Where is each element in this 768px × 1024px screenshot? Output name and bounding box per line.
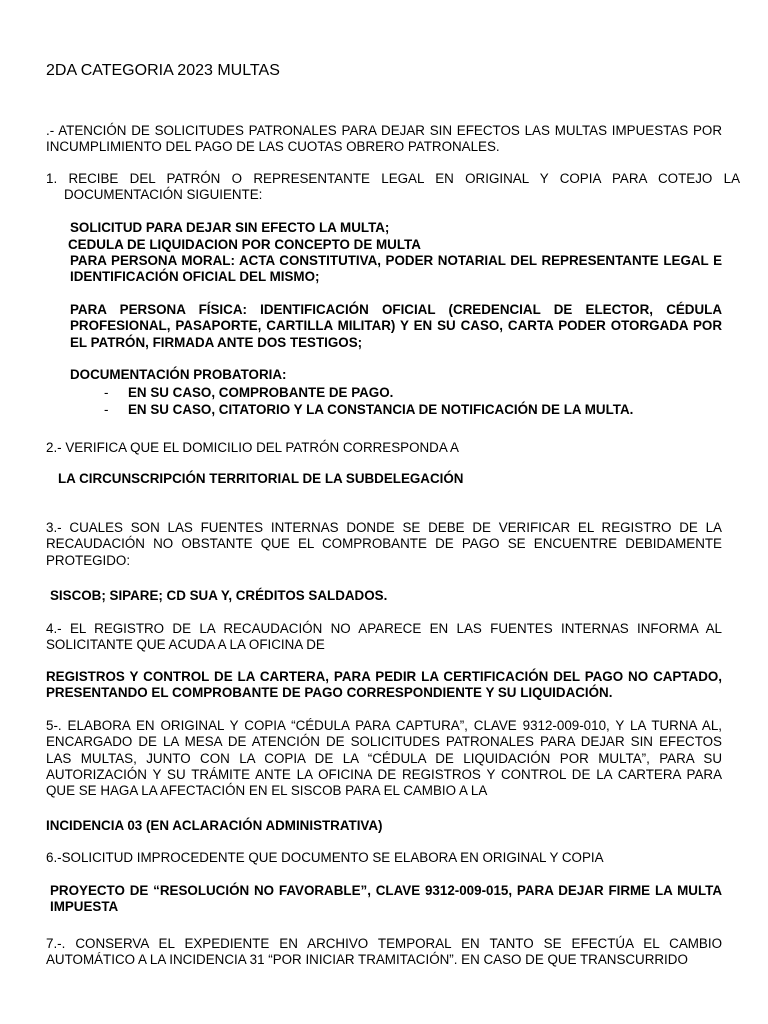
step-2-answer: LA CIRCUNSCRIPCIÓN TERRITORIAL DE LA SUBDELEGACIÓN (58, 471, 464, 486)
requirement-persona-moral: PARA PERSONA MORAL: ACTA CONSTITUTIVA, PODER NOTARIAL DEL REPRESENTANTE LEGAL E IDENTIFICACIÓN OFICIAL DEL MISMO; (70, 253, 722, 285)
requirement-persona-fisica: PARA PERSONA FÍSICA: IDENTIFICACIÓN OFICIAL (CREDENCIAL DE ELECTOR, CÉDULA PROFESIONAL, PASAPORTE, CARTILLA MILITAR) Y EN SU CASO, CARTA PODER OTORGADA POR EL PATRÓN, FIRMADA ANTE DOS TESTIGOS; (70, 302, 722, 350)
step-6-text: 6.-SOLICITUD IMPROCEDENTE QUE DOCUMENTO SE ELABORA EN ORIGINAL Y COPIA (46, 850, 604, 865)
step-2-text: 2.- VERIFICA QUE EL DOMICILIO DEL PATRÓN CORRESPONDA A (46, 440, 459, 455)
requirement-cedula: CEDULA DE LIQUIDACION POR CONCEPTO DE MULTA (68, 237, 421, 252)
bullet-item (104, 385, 393, 401)
step-3-answer: SISCOB; SIPARE; CD SUA Y, CRÉDITOS SALDADOS. (50, 588, 388, 603)
step-1-text: 1. RECIBE DEL PATRÓN O REPRESENTANTE LEGAL EN ORIGINAL Y COPIA PARA COTEJO LA DOCUMENTACIÓN SIGUIENTE: (46, 171, 740, 203)
bullet-text: EN SU CASO, COMPROBANTE DE PAGO. (128, 385, 394, 400)
intro-paragraph: .- ATENCIÓN DE SOLICITUDES PATRONALES PARA DEJAR SIN EFECTOS LAS MULTAS IMPUESTAS POR INCUMPLIMIENTO DEL PAGO DE LAS CUOTAS OBRERO PATRONALES. (46, 123, 722, 155)
step-4-answer: REGISTROS Y CONTROL DE LA CARTERA, PARA PEDIR LA CERTIFICACIÓN DEL PAGO NO CAPTADO, PRESENTANDO EL COMPROBANTE DE PAGO CORRESPONDIENTE Y SU LIQUIDACIÓN. (46, 669, 722, 701)
bullet-text: EN SU CASO, CITATORIO Y LA CONSTANCIA DE NOTIFICACIÓN DE LA MULTA. (128, 402, 634, 417)
requirement-documentacion-probatoria: DOCUMENTACIÓN PROBATORIA: (70, 367, 287, 382)
step-5-text: 5-. ELABORA EN ORIGINAL Y COPIA “CÉDULA PARA CAPTURA”, CLAVE 9312-009-010, Y LA TURNA AL, ENCARGADO DE LA MESA DE ATENCIÓN DE SOLICITUDES PATRONALES PARA DEJAR SIN EFECTOS LAS MULTAS, JUNTO CON LA COPIA DE LA “CÉDULA DE LIQUIDACIÓN POR MULTA”, PARA SU AUTORIZACIÓN Y SU TRÁMITE ANTE LA OFICINA DE REGISTROS Y CONTROL DE LA CARTERA PARA QUE SE HAGA LA AFECTACIÓN EN EL SISCOB PARA EL CAMBIO A LA (46, 718, 722, 799)
requirement-solicitud: SOLICITUD PARA DEJAR SIN EFECTO LA MULTA; (70, 220, 390, 235)
dash-bullet-icon: - (104, 385, 109, 400)
step-6-answer: PROYECTO DE “RESOLUCIÓN NO FAVORABLE”, CLAVE 9312-009-015, PARA DEJAR FIRME LA MULTA IMPUESTA (50, 883, 722, 915)
dash-bullet-icon: - (104, 402, 109, 417)
document-title: 2DA CATEGORIA 2023 MULTAS (46, 62, 280, 79)
step-3-text: 3.- CUALES SON LAS FUENTES INTERNAS DONDE SE DEBE DE VERIFICAR EL REGISTRO DE LA RECAUDACIÓN NO OBSTANTE QUE EL COMPROBANTE DE PAGO SE ENCUENTRE DEBIDAMENTE PROTEGIDO: (46, 520, 722, 568)
bullet-item (104, 402, 633, 418)
step-4-text: 4.- EL REGISTRO DE LA RECAUDACIÓN NO APARECE EN LAS FUENTES INTERNAS INFORMA AL SOLICITANTE QUE ACUDA A LA OFICINA DE (46, 621, 722, 653)
step-5-answer: INCIDENCIA 03 (EN ACLARACIÓN ADMINISTRATIVA) (46, 818, 383, 833)
step-7-text: 7.-. CONSERVA EL EXPEDIENTE EN ARCHIVO TEMPORAL EN TANTO SE EFECTÚA EL CAMBIO AUTOMÁTICO A LA INCIDENCIA 31 “POR INICIAR TRAMITACIÓN”. EN CASO DE QUE TRANSCURRIDO (46, 936, 722, 968)
